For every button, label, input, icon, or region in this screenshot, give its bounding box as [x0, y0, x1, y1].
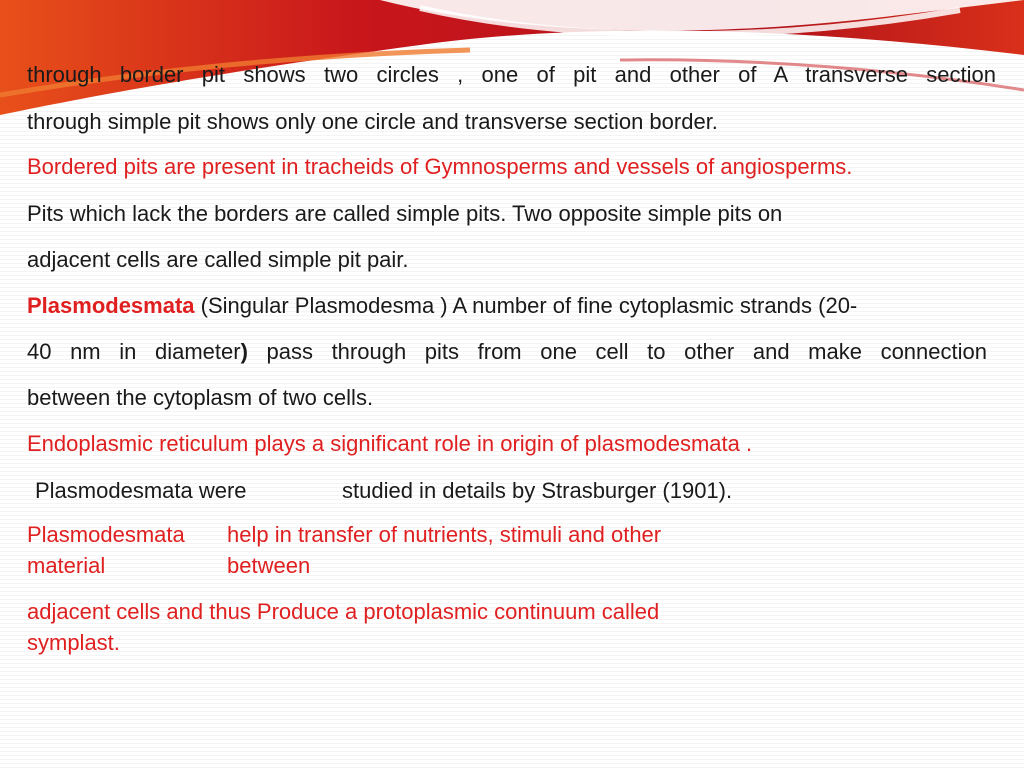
paragraph-line-2: through simple pit shows only one circle and transverse section border. — [27, 109, 718, 134]
paragraph-line-12a: material — [27, 553, 106, 578]
paragraph-line-13: adjacent cells and thus Produce a protoplasmic continuum called — [27, 599, 660, 624]
paragraph-line-10a: Plasmodesmata were — [35, 478, 247, 503]
paragraph-line-7 — [27, 339, 987, 365]
line-7-paren: ) — [240, 339, 248, 364]
paragraph-line-3: Bordered pits are present in tracheids of Gymnosperms and vessels of angiosperms. — [27, 154, 853, 179]
paragraph-line-14: symplast. — [27, 630, 120, 655]
line-7-part-a: 40 nm in diameter — [27, 339, 241, 364]
paragraph-line-11b: help in transfer of nutrients, stimuli and other — [227, 522, 662, 547]
paragraph-line-11a: Plasmodesmata — [27, 522, 185, 547]
paragraph-line-8: between the cytoplasm of two cells. — [27, 385, 374, 410]
paragraph-line-4: Pits which lack the borders are called simple pits. Two opposite simple pits on — [27, 201, 783, 226]
line-7-part-b: pass through pits from one cell to other and make connection — [247, 339, 987, 364]
paragraph-line-10b: studied in details by Strasburger (1901). — [342, 478, 733, 503]
paragraph-line-9: Endoplasmic reticulum plays a significant role in origin of plasmodesmata . — [27, 431, 753, 456]
plasmodesmata-term: Plasmodesmata — [27, 293, 195, 318]
line-6-rest: (Singular Plasmodesma ) A number of fine cytoplasmic strands (20- — [194, 293, 858, 318]
paragraph-line-12b: between — [227, 553, 311, 578]
paragraph-line-1: through border pit shows two circles , one of pit and other of A transverse section — [27, 62, 996, 87]
paragraph-line-5: adjacent cells are called simple pit pair. — [27, 247, 409, 272]
paragraph-line-6 — [27, 293, 857, 319]
